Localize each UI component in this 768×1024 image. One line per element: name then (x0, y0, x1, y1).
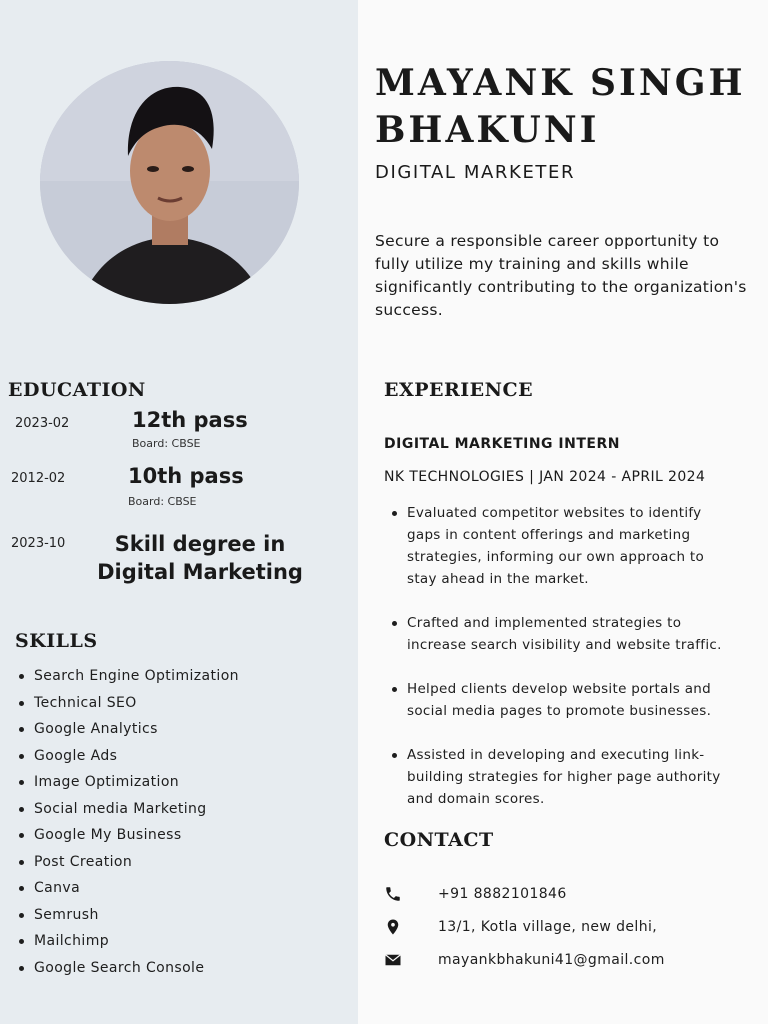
skill-item: Google My Business (17, 822, 239, 849)
skill-item: Google Analytics (17, 716, 239, 743)
experience-bullet: Helped clients develop website portals and social media pages to promote businesses. (390, 678, 730, 722)
job-title: DIGITAL MARKETING INTERN (384, 436, 620, 452)
skill-item: Social media Marketing (17, 796, 239, 823)
education-date: 2023-10 (11, 536, 66, 551)
location-pin-icon (384, 918, 402, 936)
contact-heading: CONTACT (384, 829, 494, 851)
experience-bullet: Assisted in developing and executing link-building strategies for higher page authority and domain scores. (390, 744, 730, 810)
skill-item: Mailchimp (17, 928, 239, 955)
skill-item: Google Ads (17, 743, 239, 770)
education-date: 2023-02 (15, 416, 70, 431)
skills-heading: SKILLS (15, 630, 98, 652)
experience-bullet: Evaluated competitor websites to identify gaps in content offerings and marketing strategies, informing our own approach to stay ahead in the market. (390, 502, 730, 590)
skill-item: Canva (17, 875, 239, 902)
education-board: Board: CBSE (132, 437, 201, 450)
education-title: 10th pass (128, 464, 244, 488)
experience-bullets (390, 502, 730, 832)
full-name: MAYANK SINGH BHAKUNI (375, 62, 746, 151)
contact-phone[interactable]: +91 8882101846 (438, 886, 567, 902)
education-title: 12th pass (132, 408, 248, 432)
experience-bullet: Crafted and implemented strategies to increase search visibility and website traffic. (390, 612, 730, 656)
skill-item: Post Creation (17, 849, 239, 876)
education-title: Skill degree in Digital Marketing (97, 532, 303, 584)
experience-heading: EXPERIENCE (384, 379, 534, 401)
job-role: DIGITAL MARKETER (375, 162, 576, 183)
education-board: Board: CBSE (128, 495, 197, 508)
profile-photo (40, 61, 299, 304)
career-objective: Secure a responsible career opportunity to fully utilize my training and skills while significantly contributing to the organization's success. (375, 232, 747, 319)
skill-item: Image Optimization (17, 769, 239, 796)
education-date: 2012-02 (11, 471, 66, 486)
skill-item: Search Engine Optimization (17, 663, 239, 690)
skill-item: Google Search Console (17, 955, 239, 982)
skills-list (17, 663, 239, 981)
email-icon (384, 951, 402, 969)
phone-icon (384, 885, 402, 903)
contact-address: 13/1, Kotla village, new delhi, (438, 919, 658, 935)
skill-item: Semrush (17, 902, 239, 929)
skill-item: Technical SEO (17, 690, 239, 717)
education-heading: EDUCATION (8, 379, 146, 401)
contact-email[interactable]: mayankbhakuni41@gmail.com (438, 952, 665, 968)
company-dates: NK TECHNOLOGIES | JAN 2024 - APRIL 2024 (384, 469, 706, 485)
